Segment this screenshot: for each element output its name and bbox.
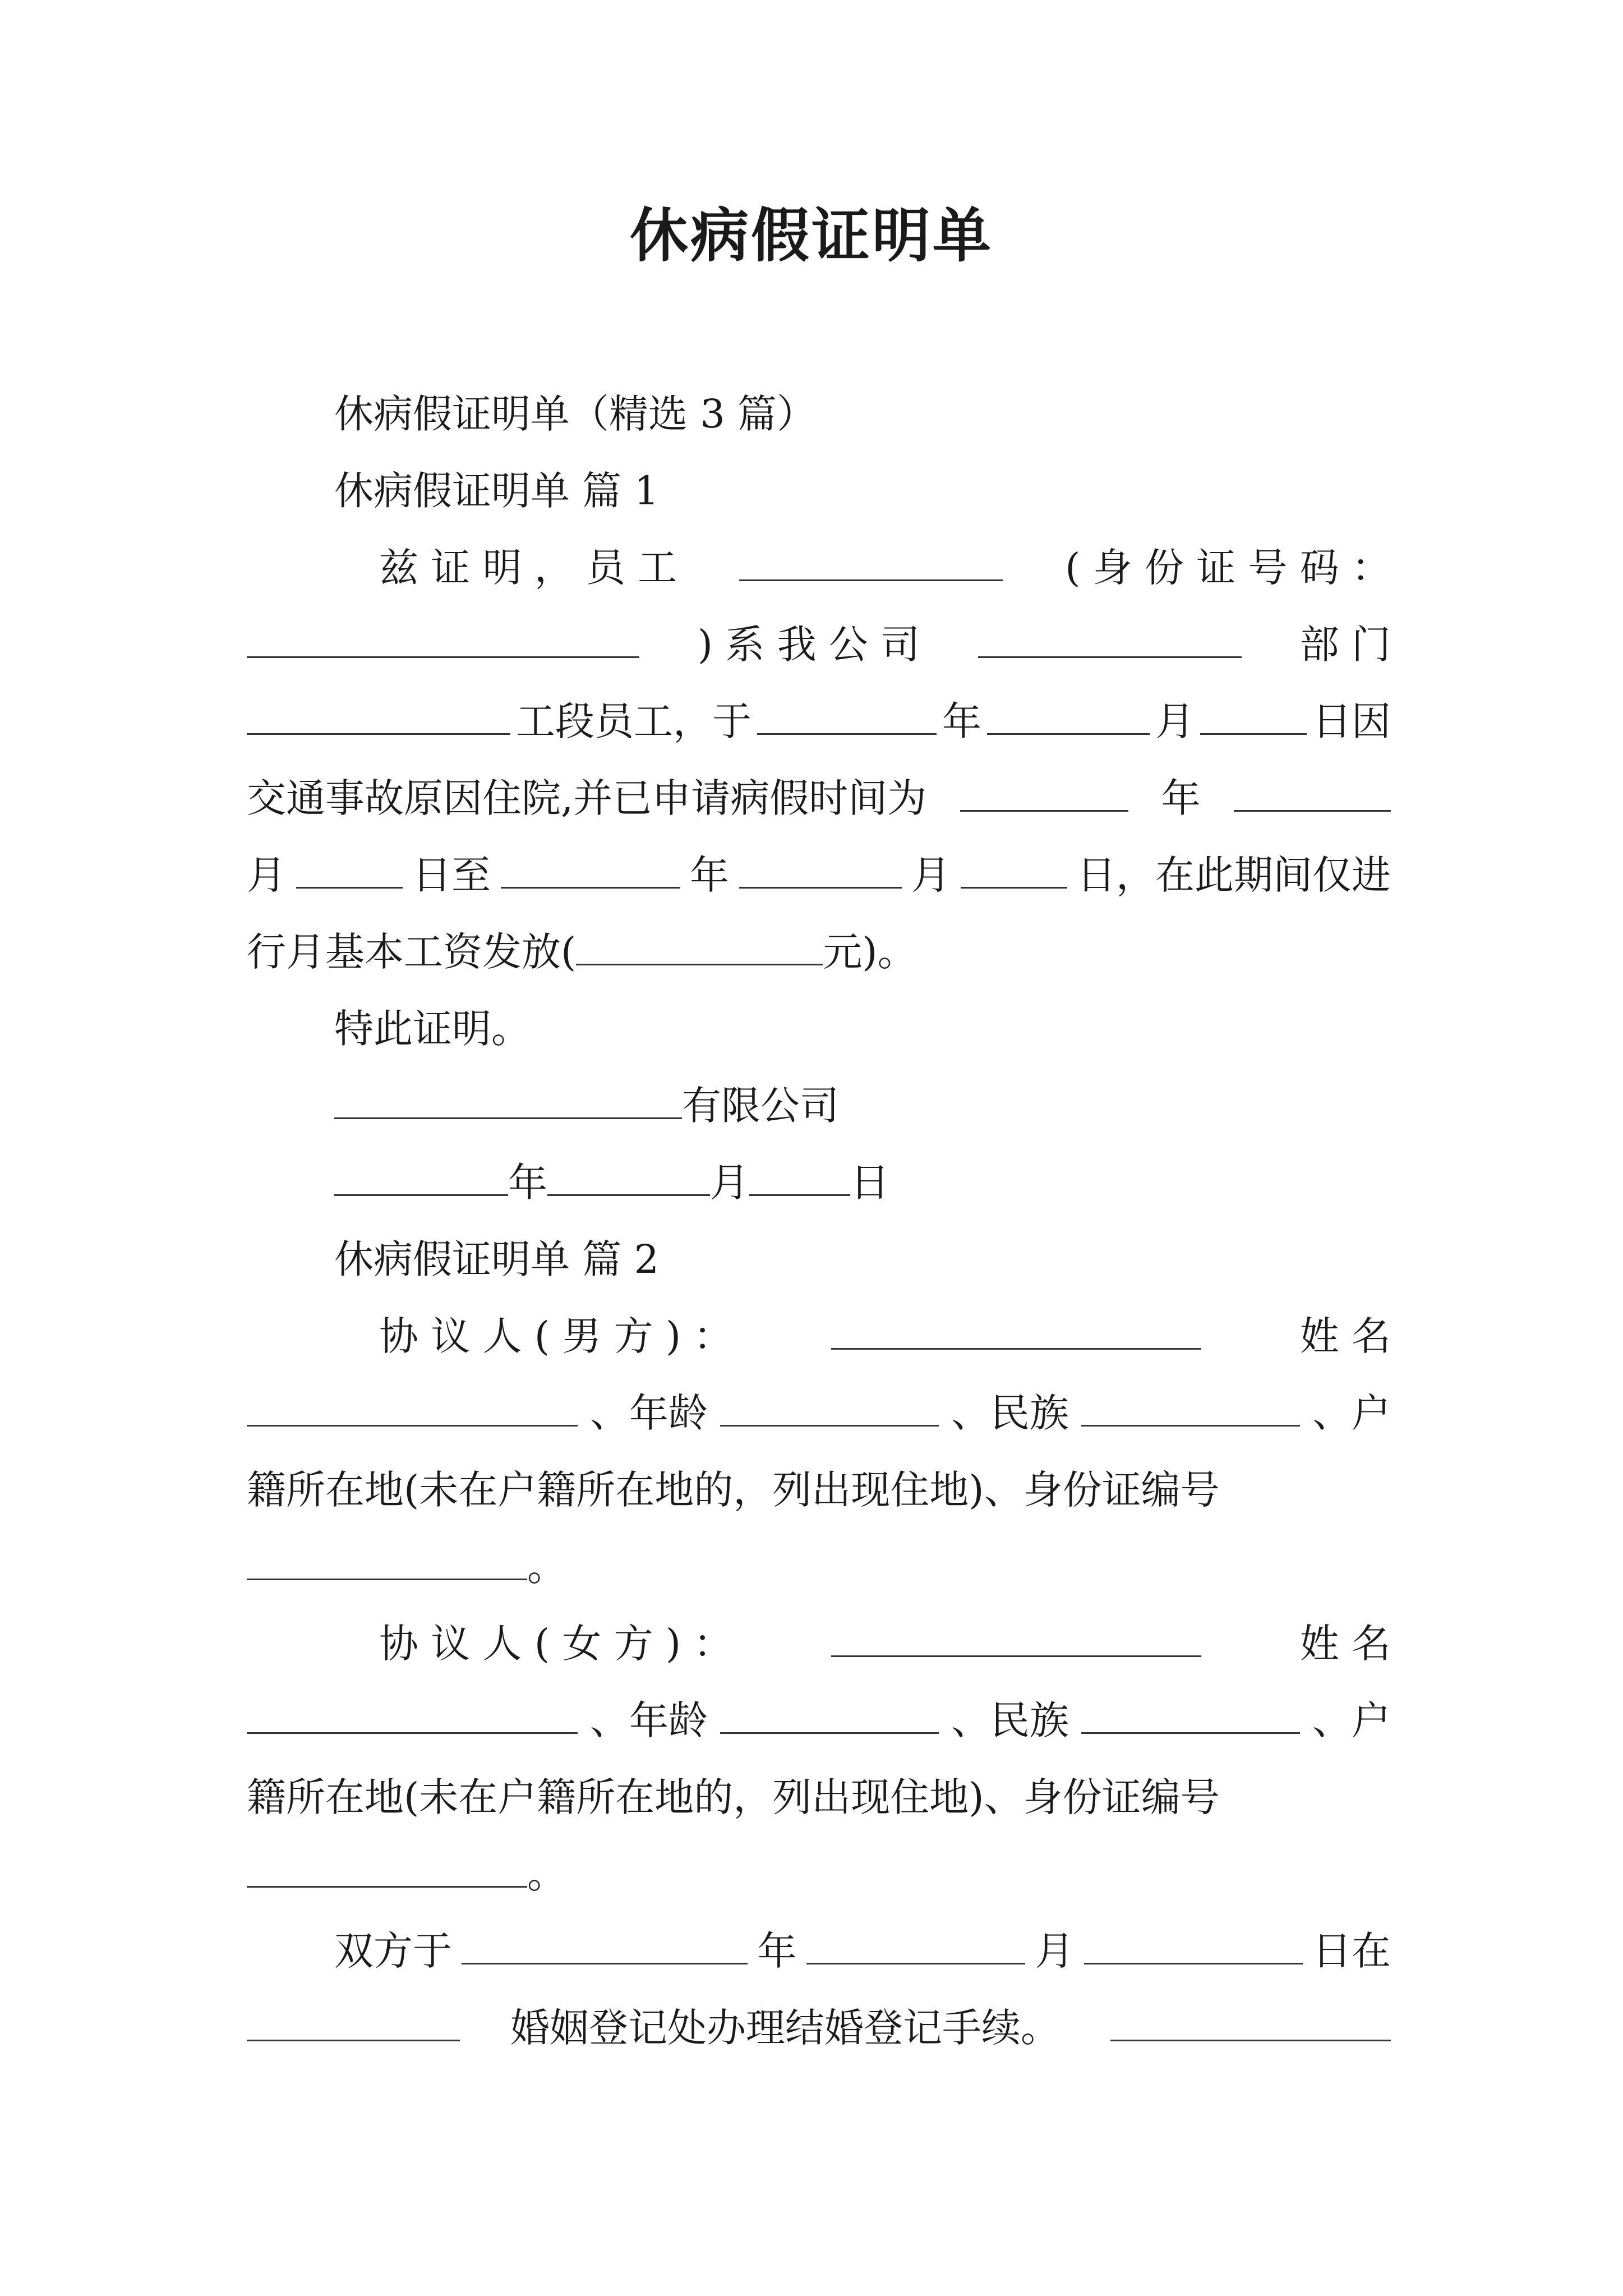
female-party-line-4 <box>247 1836 1391 1913</box>
blank-month <box>987 700 1150 735</box>
both-parties-line-2 <box>247 1990 1391 2067</box>
text-day: 日 <box>850 1159 889 1205</box>
male-party-line-2 <box>247 1375 1391 1452</box>
text-day-to: 日至 <box>412 852 491 898</box>
blank-sign-year <box>334 1161 508 1196</box>
text-period: 。 <box>527 1544 566 1590</box>
blank-female-id <box>247 1852 527 1888</box>
blank-female-age <box>720 1699 939 1734</box>
male-party-line-4 <box>247 1529 1391 1605</box>
blank-leave-start-day <box>296 853 403 889</box>
text-name-label: 姓 名 <box>1299 1621 1391 1667</box>
both-parties-line-1 <box>334 1913 1391 1990</box>
text-year: 年 <box>508 1159 547 1205</box>
blank-sign-month <box>547 1161 710 1196</box>
section1-line-2 <box>247 606 1391 683</box>
text-ethnic-label: 、民族 <box>951 1390 1069 1436</box>
text-base-salary: 行月基本工资发放( <box>247 929 577 975</box>
text-registry: 婚姻登记处办理结婚登记手续。 <box>510 2005 1060 2051</box>
text-both-parties: 双方于 <box>334 1928 452 1974</box>
blank-male-party <box>831 1314 1201 1350</box>
text-year: 年 <box>757 1928 797 1974</box>
blank-employee-name <box>739 546 1003 581</box>
text-yuan: 元)。 <box>823 929 917 975</box>
female-party-line-2 <box>247 1682 1391 1759</box>
document-title: 休病假证明单 <box>629 201 993 270</box>
text-male-party: 协 议 人 ( 男 方 ) ： <box>379 1313 733 1359</box>
text-accident-reason: 交通事故原因住院,并已申请病假时间为 <box>247 775 927 821</box>
text-month: 月 <box>247 852 286 898</box>
section1-line-4 <box>247 760 1391 837</box>
blank-leave-end-day <box>961 853 1067 889</box>
blank-female-ethnic <box>1081 1699 1300 1734</box>
company-signature-line <box>334 1068 1391 1144</box>
text-month: 月 <box>1155 698 1195 744</box>
blank-id-number <box>247 623 639 658</box>
blank-trailing <box>1110 2006 1391 2041</box>
section1-line-5 <box>247 837 1391 914</box>
main-heading: 休病假证明单（精选 3 篇） <box>334 391 817 437</box>
text-id-number-label: ( 身 份 证 号 码 ： <box>1065 545 1391 591</box>
text-age-label: 、年龄 <box>590 1697 708 1743</box>
section2-heading: 休病假证明单 篇 2 <box>334 1236 660 1282</box>
blank-registry-office <box>247 2006 460 2041</box>
text-day-at: 日在 <box>1312 1928 1391 1974</box>
text-month: 月 <box>710 1159 749 1205</box>
blank-male-name <box>247 1391 578 1427</box>
female-party-line-3: 籍所在地(未在户籍所在地的，列出现住地)、身份证编号 <box>247 1774 1220 1820</box>
text-year: 年 <box>1161 775 1201 821</box>
text-period: 。 <box>527 1851 566 1897</box>
blank-male-age <box>720 1391 939 1427</box>
blank-reg-day <box>1084 1929 1303 1964</box>
blank-leave-start-month <box>1234 776 1391 812</box>
text-huji-prefix: 、户 <box>1312 1390 1391 1436</box>
text-female-party: 协 议 人 ( 女 方 ) ： <box>379 1621 733 1667</box>
section1-line-1 <box>379 530 1391 606</box>
text-huji-prefix: 、户 <box>1312 1697 1391 1743</box>
blank-reg-year <box>462 1929 748 1964</box>
blank-department <box>978 623 1242 658</box>
blank-leave-end-month <box>739 853 902 889</box>
text-year: 年 <box>942 698 981 744</box>
female-party-line-1 <box>379 1605 1391 1682</box>
male-party-line-1 <box>379 1298 1391 1375</box>
section1-line-3 <box>247 683 1391 760</box>
blank-sign-day <box>749 1161 850 1196</box>
blank-leave-end-year <box>501 853 680 889</box>
blank-company-name <box>334 1084 682 1119</box>
blank-male-ethnic <box>1081 1391 1300 1427</box>
text-name-label: 姓 名 <box>1299 1313 1391 1359</box>
male-party-line-3: 籍所在地(未在户籍所在地的，列出现住地)、身份证编号 <box>247 1467 1220 1513</box>
blank-reg-month <box>806 1929 1025 1964</box>
signature-date-line <box>334 1144 1391 1221</box>
text-section-worker: 工段员工，于 <box>516 698 751 744</box>
text-during-period: 日，在此期间仅进 <box>1077 852 1391 898</box>
text-belongs-company: ) 系 我 公 司 <box>697 622 920 668</box>
text-month: 月 <box>911 852 951 898</box>
text-day-because: 日因 <box>1312 698 1391 744</box>
text-age-label: 、年龄 <box>590 1390 708 1436</box>
text-department: 部 门 <box>1299 622 1391 668</box>
text-company-suffix: 有限公司 <box>682 1083 839 1129</box>
section1-heading: 休病假证明单 篇 1 <box>334 468 660 514</box>
text-month: 月 <box>1035 1928 1075 1974</box>
text-certify-employee: 兹 证 明 ， 员 工 <box>379 545 677 591</box>
blank-year <box>757 700 937 735</box>
blank-salary-amount <box>576 930 823 965</box>
text-year: 年 <box>690 852 729 898</box>
blank-male-id <box>247 1545 527 1580</box>
section1-line-6 <box>247 914 1391 991</box>
closing-statement: 特此证明。 <box>334 1006 531 1052</box>
blank-day <box>1200 700 1307 735</box>
blank-female-name <box>247 1699 578 1734</box>
text-ethnic-label: 、民族 <box>951 1697 1069 1743</box>
blank-female-party <box>831 1622 1201 1657</box>
blank-section <box>247 700 510 735</box>
blank-leave-start-year <box>960 776 1128 812</box>
